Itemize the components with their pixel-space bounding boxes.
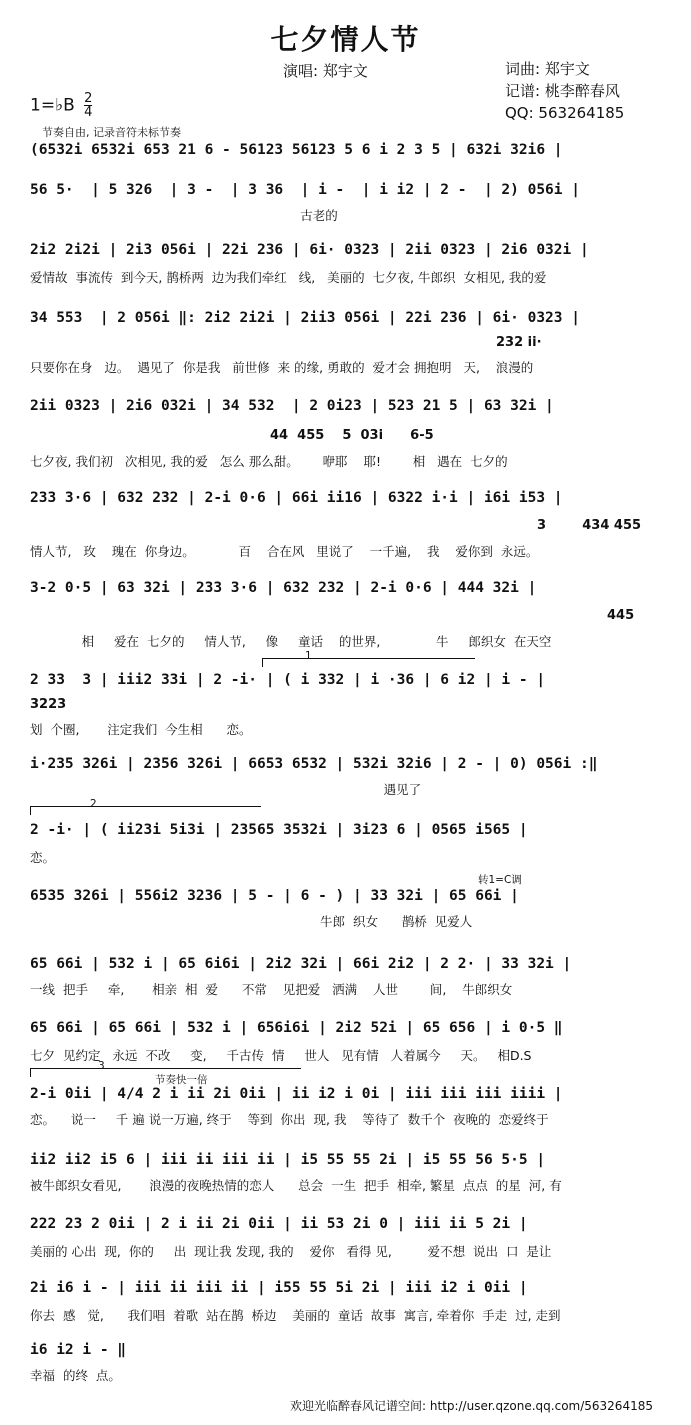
lyrics-line-6: 情人节, 玫 瑰在 你身边。 百 合在风 里说了 一千遍, 我 爱你到 永远。 — [30, 544, 539, 559]
harmony-part-e: 3223 — [30, 697, 67, 712]
lyrics-line-7: 相 爱在 七夕的 情人节, 像 童话 的世界, 牛 郎织女 在天空 — [30, 634, 552, 649]
score-line-12: 65 66i | 532 i | 65 6i6i | 2i2 32i | 66i 2i2 | 2 2· | 33 32i | — [30, 956, 572, 972]
lyrics-line-2: 古老的 — [30, 208, 338, 223]
lyrics-line-18: 幸福 的终 点。 — [30, 1368, 121, 1383]
lyrics-line-12: 一线 把手 牵, 相亲 相 爱 不常 见把爱 洒满 人世 间, 牛郎织女 — [30, 982, 513, 997]
lyrics-line-15: 被牛郎织女看见, 浪漫的夜晚热情的恋人 总会 一生 把手 相牵, 繁星 点点 的星 河, 有 — [30, 1178, 562, 1193]
lyrics-line-8: 划 个圈, 注定我们 今生相 恋。 — [30, 722, 252, 737]
lyrics-line-3: 爱情故 事流传 到今天, 鹊桥两 边为我们牵红 线, 美丽的 七夕夜, 牛郎织 女相见, 我的爱 — [30, 270, 547, 285]
score-line-10: 2 -i· | ( ii23i 5i3i | 23565 3532i | 3i23 6 | 0565 i565 | — [30, 822, 528, 838]
score-line-3: 2i2 2i2i | 2i3 056i | 22i 236 | 6i· 0323 | 2ii 0323 | 2i6 032i | — [30, 242, 589, 258]
singer-credit: 演唱: 郑宇文 — [283, 62, 368, 80]
score-line-18: i6 i2 i - ‖ — [30, 1342, 127, 1358]
score-line-4: 34 553 | 2 056i ‖: 2i2 2i2i | 2ii3 056i | 22i 236 | 6i· 0323 | — [30, 310, 580, 326]
volta-bracket-1 — [262, 658, 475, 667]
harmony-part-a: 232 ii· — [496, 335, 542, 350]
footer-credit: 欢迎光临醉春风记谱空间: http://user.qzone.qq.com/563264185 — [289, 1399, 653, 1413]
volta-number-2: 2 — [90, 798, 97, 810]
lyricist-composer-credit: 词曲: 郑宇文 — [505, 60, 590, 78]
score-line-7: 3-2 0·5 | 63 32i | 233 3·6 | 632 232 | 2-i 0·6 | 444 32i | — [30, 580, 537, 596]
lyrics-line-5: 七夕夜, 我们初 次相见, 我的爱 怎么 那么甜。 咿耶 耶! 相 遇在 七夕的 — [30, 454, 508, 469]
song-title: 七夕情人节 — [270, 23, 421, 56]
volta-number-3: 3 — [98, 1060, 105, 1072]
key-prefix: 1= — [30, 95, 56, 116]
key-signature — [30, 92, 92, 119]
harmony-part-b: 44 455 5 03i 6-5 — [270, 428, 434, 443]
score-line-5: 2ii 0323 | 2i6 032i | 34 532 | 2 0i23 | 523 21 5 | 63 32i | — [30, 398, 554, 414]
prelude-note: 节奏自由, 记录音符未标节奏 — [42, 126, 181, 139]
score-line-13: 65 66i | 65 66i | 532 i | 656i6i | 2i2 52i | 65 656 | i 0·5 ‖ — [30, 1020, 563, 1036]
lyrics-line-4: 只要你在身 边。 遇见了 你是我 前世修 来 的缘, 勇敢的 爱才会 拥抱明 天, 浪漫的 — [30, 360, 534, 375]
score-line-14: 2-i 0ii | 4/4 2 i ii 2i 0ii | ii i2 i 0i | iii iii iii iiii | — [30, 1086, 563, 1102]
lyrics-line-16: 美丽的 心出 现, 你的 出 现让我 发现, 我的 爱你 看得 见, 爱不想 说出 口 是让 — [30, 1244, 552, 1259]
key-note: ♭B — [55, 95, 75, 116]
lyrics-line-11: 牛郎 织女 鹊桥 见爱人 — [30, 914, 473, 929]
credits-block — [505, 58, 624, 124]
modulation-mark: 转1=C调 — [478, 874, 522, 886]
lyrics-line-9: 遇见了 — [30, 782, 422, 797]
score-line-8: 2 33 3 | iii2 33i | 2 -i· | ( i 332 | i ·36 | 6 i2 | i - | — [30, 672, 546, 688]
lyrics-line-13: 七夕 见约定 永远 不改 变, 千古传 情 世人 见有情 人着属今 天。 相D.S — [30, 1048, 532, 1063]
time-denominator: 4 — [84, 105, 93, 120]
score-line-17: 2i i6 i - | iii ii iii ii | i55 55 5i 2i | iii i2 i 0ii | — [30, 1280, 528, 1296]
score-line-9: i·235 326i | 2356 326i | 6653 6532 | 532i 32i6 | 2 - | 0) 056i :‖ — [30, 756, 598, 772]
qq-number: QQ: 563264185 — [505, 104, 625, 122]
score-line-2: 56 5· | 5 326 | 3 - | 3 36 | i - | i i2 | 2 - | 2) 056i | — [30, 182, 580, 198]
transcriber-credit: 记谱: 桃李醉春风 — [505, 82, 620, 100]
tempo-change-mark: 节奏快一倍 — [155, 1074, 208, 1086]
score-line-6: 233 3·6 | 632 232 | 2-i 0·6 | 66i ii16 | 6322 i·i | i6i i53 | — [30, 490, 563, 506]
score-line-15: ii2 ii2 i5 6 | iii ii iii ii | i5 55 55 2i | i5 55 56 5·5 | — [30, 1152, 546, 1168]
lyrics-line-17: 你去 感 觉, 我们唱 着歌 站在鹊 桥边 美丽的 童话 故事 寓言, 牵着你 手走 过, 走到 — [30, 1308, 561, 1323]
score-line-11: 6535 326i | 556i2 3236 | 5 - | 6 - ) | 33 32i | 65 66i | — [30, 888, 519, 904]
lyrics-line-14: 恋。 说一 千 遍 说一万遍, 终于 等到 你出 现, 我 等待了 数千个 夜晚的 恋爱终于 — [30, 1112, 549, 1127]
harmony-part-d: 445 — [607, 608, 635, 623]
score-line-1: (6532i 6532i 653 21 6 - 56123 56123 5 6 i 2 3 5 | 632i 32i6 | — [30, 142, 563, 158]
volta-bracket-2 — [30, 806, 261, 815]
time-signature — [84, 92, 92, 119]
time-numerator: 2 — [84, 91, 93, 106]
harmony-part-c: 3 434 455 — [537, 518, 642, 533]
volta-number-1: 1 — [305, 650, 312, 662]
score-line-16: 222 23 2 0ii | 2 i ii 2i 0ii | ii 53 2i 0 | iii ii 5 2i | — [30, 1216, 528, 1232]
lyrics-line-10: 恋。 — [30, 850, 56, 865]
